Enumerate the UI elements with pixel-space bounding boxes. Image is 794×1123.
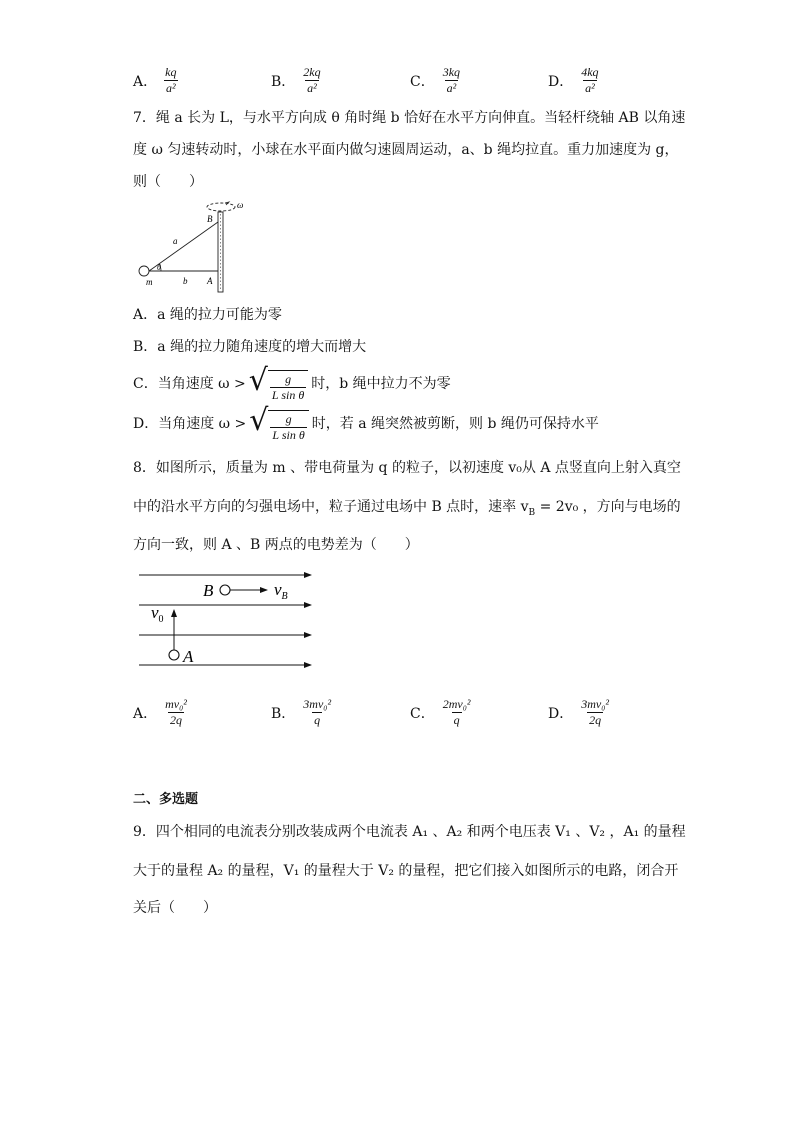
- q8-line-3: 方向一致，则 A 、B 两点的电势差为（ ）: [133, 537, 419, 553]
- denominator: 2q: [589, 713, 602, 727]
- denominator: L sin θ: [271, 388, 305, 402]
- q8-option-a: [133, 698, 189, 727]
- option-c-prefix: C．当角速度 ω >: [133, 376, 246, 392]
- q7-option-c: [133, 364, 451, 402]
- denominator: L sin θ: [272, 428, 305, 442]
- numerator: 3kq: [442, 65, 461, 79]
- fraction: [441, 698, 473, 727]
- q8-line-2-subscript: B: [528, 507, 536, 518]
- omega-label: ω: [237, 200, 244, 210]
- option-c-suffix: 时，b 绳中拉力不为零: [311, 376, 451, 392]
- numerator: mv₀²: [165, 697, 187, 711]
- mass-label: m: [146, 277, 153, 287]
- q6-option-c: [410, 66, 462, 95]
- numerator: 3mv₀²: [581, 697, 609, 711]
- sqrt-body: [268, 410, 308, 442]
- denominator: 2q: [170, 713, 182, 727]
- denominator: a²: [307, 81, 317, 95]
- option-label: B．: [271, 705, 296, 722]
- fraction: [270, 373, 306, 402]
- q7-option-d: [133, 404, 599, 442]
- fraction: [163, 66, 178, 95]
- q6-option-d: [548, 66, 601, 95]
- q8-line-2: [133, 497, 681, 523]
- option-label: C．: [410, 705, 435, 722]
- fraction: [301, 698, 333, 727]
- fraction: [579, 698, 611, 727]
- q8-line-1: 8．如图所示，质量为 m 、带电荷量为 q 的粒子，以初速度 v₀从 A 点竖直向上射入真空: [133, 460, 681, 476]
- particle-at-a: [169, 650, 179, 660]
- q6-option-a: [133, 66, 178, 95]
- label-a-point: A: [207, 276, 213, 286]
- q7-option-a: A．a 绳的拉力可能为零: [133, 307, 282, 323]
- q8-option-c: [410, 698, 472, 727]
- denominator: q: [314, 713, 321, 727]
- sqrt-expression: [249, 404, 308, 442]
- option-d-suffix: 时，若 a 绳突然被剪断，则 b 绳仍可保持水平: [311, 416, 599, 432]
- label-b-point: B: [207, 214, 213, 224]
- option-label: B．: [271, 73, 296, 90]
- ball: [139, 266, 149, 276]
- vertical-rod: [218, 212, 223, 292]
- fraction: [163, 698, 189, 727]
- label-a: a: [173, 236, 178, 246]
- fraction: [579, 66, 600, 95]
- denominator: a²: [585, 81, 595, 95]
- numerator: 4kq: [581, 65, 599, 79]
- numerator: 2mv₀²: [442, 697, 471, 711]
- numerator: g: [285, 412, 292, 426]
- q8-line-2-part-a: 中的沿水平方向的匀强电场中，粒子通过电场中 B 点时，速率 v: [133, 499, 529, 515]
- q7-line-1: 7．绳 a 长为 L，与水平方向成 θ 角时绳 b 恰好在水平方向伸直。当轻杆绕轴 AB 以角速: [133, 110, 686, 126]
- sqrt-radical-icon: √: [249, 403, 269, 438]
- fraction: [301, 66, 322, 95]
- denominator: q: [453, 713, 460, 727]
- q9-line-1: 9．四个相同的电流表分别改装成两个电流表 A₁ 、A₂ 和两个电压表 V₁ 、V₂ ，A₁ 的量程: [133, 824, 686, 840]
- fraction: [270, 413, 306, 442]
- option-label: C．: [410, 73, 435, 90]
- theta-label: θ: [157, 263, 161, 272]
- q8-line-2-part-b: = 2v₀ ，方向与电场的: [535, 499, 681, 515]
- rotation-ellipse: [207, 203, 235, 211]
- option-label: A．: [133, 705, 158, 722]
- q7-line-3: 则（ ）: [133, 174, 203, 190]
- label-b: b: [183, 276, 188, 286]
- numerator: g: [285, 372, 292, 386]
- denominator: a²: [446, 81, 457, 95]
- q8-option-d: [548, 698, 611, 727]
- option-label: D．: [548, 705, 574, 722]
- numerator: 2kq: [303, 65, 321, 79]
- particle-at-b: [220, 585, 230, 595]
- denominator: a²: [165, 81, 176, 95]
- option-label: D．: [548, 73, 574, 90]
- numerator: kq: [165, 65, 177, 79]
- option-label: A．: [133, 73, 158, 90]
- point-b-label: B: [203, 581, 214, 600]
- sqrt-body: [268, 370, 308, 402]
- v0-label: $v_0$: [151, 603, 164, 625]
- q6-option-b: [271, 66, 323, 95]
- vb-label: $v_B$: [274, 580, 288, 602]
- q7-line-2: 度 ω 匀速转动时，小球在水平面内做匀速圆周运动，a、b 绳均拉直。重力加速度为 g，: [133, 142, 679, 158]
- q8-figure: [135, 566, 320, 672]
- q7-option-b: B．a 绳的拉力随角速度的增大而增大: [133, 339, 367, 355]
- q8-option-b: [271, 698, 333, 727]
- sqrt-radical-icon: √: [248, 363, 268, 398]
- q9-line-3: 关后（ ）: [133, 900, 217, 916]
- numerator: 3mv₀²: [303, 697, 332, 711]
- point-a-label: A: [183, 647, 194, 666]
- q9-line-2: 大于的量程 A₂ 的量程，V₁ 的量程大于 V₂ 的量程，把它们接入如图所示的电路，闭合开: [133, 863, 679, 879]
- fraction: [441, 66, 462, 95]
- option-d-prefix: D．当角速度 ω >: [133, 416, 247, 432]
- q7-figure: [135, 198, 255, 296]
- section-heading: 二、多选题: [133, 792, 199, 807]
- sqrt-expression: [249, 364, 308, 402]
